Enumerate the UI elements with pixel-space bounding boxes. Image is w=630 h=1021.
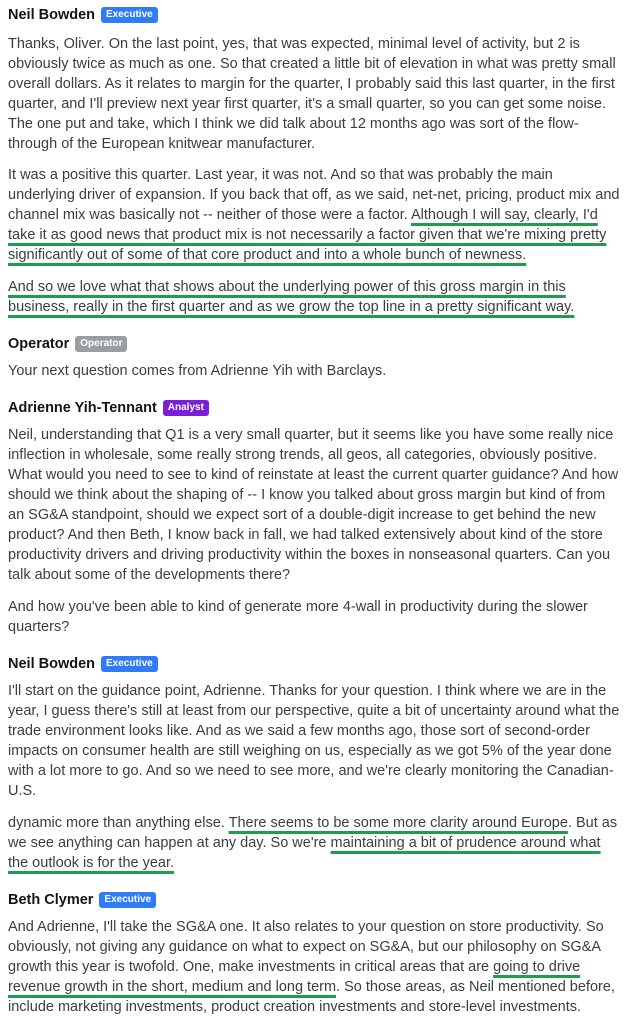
speaker-name: Operator — [8, 336, 70, 352]
highlighted-text: Although I will say, clearly, I'd take it as good news that product mix is not necessarily a factor given that we're mixing pretty significantly out of some of that core product and into a whole bunch of newness. — [8, 207, 607, 263]
role-badge: Operator — [75, 336, 127, 352]
text-segment: . But as we see anything can happen at any day. So we're — [8, 815, 618, 851]
role-badge: Analyst — [163, 400, 209, 416]
role-badge: Executive — [101, 7, 158, 23]
text-segment: And how you've been able to kind of generate more 4-wall in productivity during the slower quarters? — [8, 599, 588, 635]
text-segment: dynamic more than anything else. — [8, 815, 229, 831]
paragraph — [8, 165, 620, 265]
speaker-header — [8, 7, 158, 23]
speaker-header — [8, 336, 127, 352]
paragraph — [8, 813, 620, 873]
text-segment: Your next question comes from Adrienne Yih with Barclays. — [8, 363, 387, 379]
paragraph — [8, 361, 620, 381]
paragraph — [8, 597, 620, 637]
speaker-name: Adrienne Yih-Tennant — [8, 400, 157, 416]
speaker-header — [8, 400, 209, 416]
paragraph — [8, 425, 620, 585]
highlighted-text: maintaining a bit of prudence around what the outlook is for the year. — [8, 835, 601, 871]
speaker-name: Neil Bowden — [8, 656, 96, 672]
speaker-header — [8, 656, 158, 672]
text-segment: I'll start on the guidance point, Adrienne. Thanks for your question. I think where we are in the year, I guess there's still at least from our perspective, quite a bit of uncertainty around what the trade environment looks like. And as we said a few months ago, those sort of second-order impacts on consumer health are still weighing on us, especially as we got 5% of the year done with a lot more to go. And so we need to see more, and we're clearly monitoring the Canadian-U.S. — [8, 683, 620, 799]
text-segment: It was a positive this quarter. Last year, it was not. And so that was probably the main underlying driver of expansion. If you back that off, as we said, net-net, pricing, product mix and channel mix was basically not -- neither of those were a factor. — [8, 167, 620, 223]
text-segment: Neil, understanding that Q1 is a very small quarter, but it seems like you have some really nice inflection in wholesale, some really strong trends, all geos, all categories, obviously positive. What would you need to see to kind of reinstate at least the current quarter guidance? And how should we think about the shaping of -- I know you talked about gross margin but kind of from an SG&A standpoint, should we expect sort of a double-digit increase to get behind the new product? And then Beth, I know back in fall, we had talked extensively about kind of the store productivity drivers and driving productivity within the boxes in nonseasonal quarters. Can you talk about some of the developments there? — [8, 427, 619, 583]
role-badge: Executive — [99, 892, 156, 908]
text-segment: And Adrienne, I'll take the SG&A one. It also relates to your question on store productivity. So obviously, not giving any guidance on what to expect on SG&A, but our philosophy on SG&A growth this year is twofold. One, make investments in critical areas that are — [8, 919, 604, 975]
paragraph — [8, 681, 620, 801]
speaker-header — [8, 892, 156, 908]
highlighted-text: going to drive revenue growth in the short, medium and long term — [8, 959, 581, 995]
speaker-name: Neil Bowden — [8, 7, 96, 23]
speaker-name: Beth Clymer — [8, 892, 94, 908]
text-segment: Thanks, Oliver. On the last point, yes, that was expected, minimal level of activity, but 2 is obviously twice as much as one. So that created a little bit of elevation in what was pretty small overall dollars. As it relates to margin for the quarter, I probably said this last quarter, in the first quarter, and I'll preview next year first quarter, it's a small quarter, so you can get some noise. The one put and take, which I think we did talk about 12 months ago was sort of the flow-through of the European knitwear manufacturer. — [8, 36, 616, 152]
highlighted-text: And so we love what that shows about the underlying power of this gross margin in this business, really in the first quarter and as we grow the top line in a pretty significant way. — [8, 279, 575, 315]
paragraph — [8, 34, 620, 154]
paragraph — [8, 917, 620, 1017]
paragraph — [8, 277, 620, 317]
role-badge: Executive — [101, 656, 158, 672]
text-segment: . So those areas, as Neil mentioned before, include marketing investments, product creation investments and store-level investments. — [8, 979, 615, 1015]
highlighted-text: There seems to be some more clarity around Europe — [228, 815, 568, 831]
